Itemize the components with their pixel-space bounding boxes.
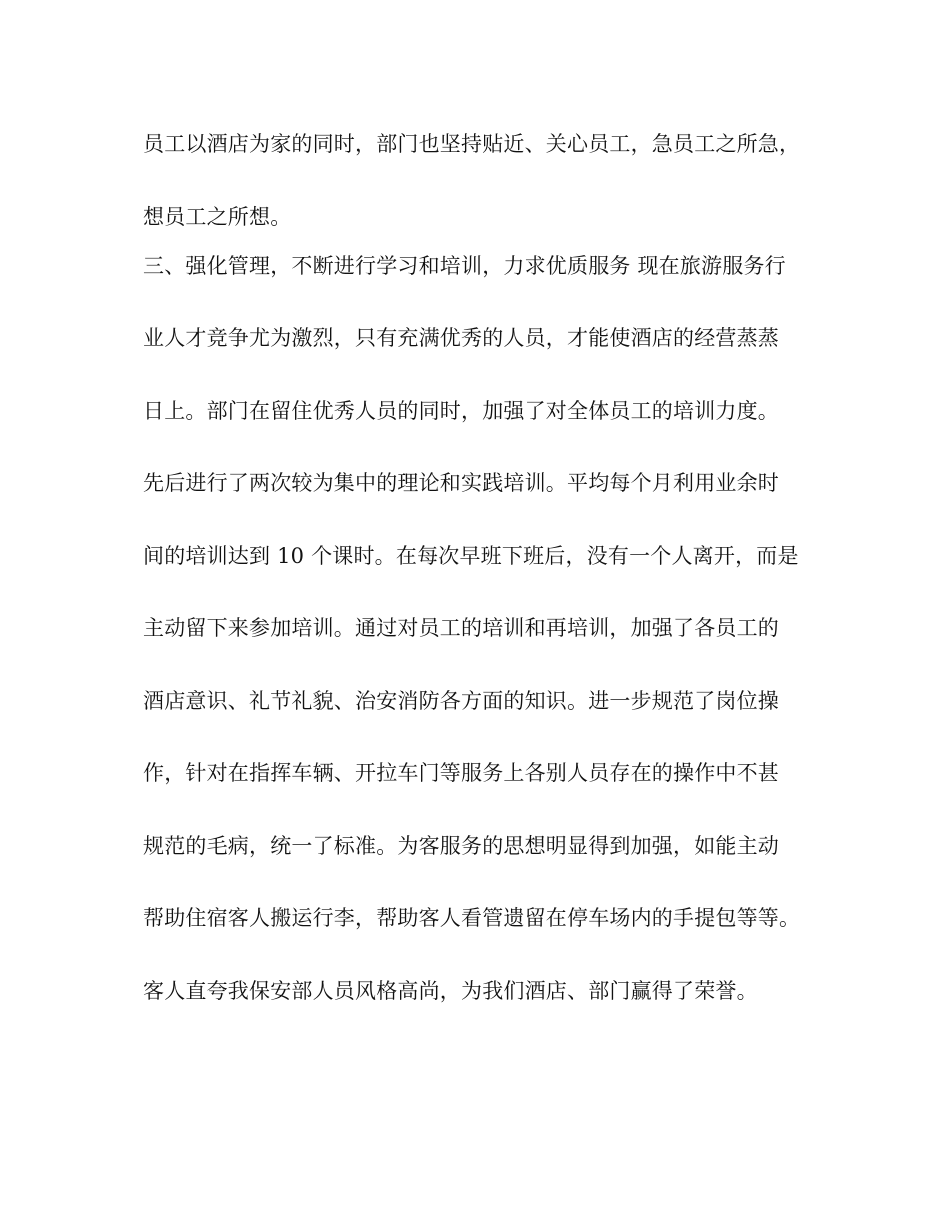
text-line: 先后进行了两次较为集中的理论和实践培训。平均每个月利用业余时 xyxy=(143,471,779,495)
text-line: 日上。部门在留住优秀人员的同时，加强了对全体员工的培训力度。 xyxy=(143,398,779,423)
text-line: 规范的毛病，统一了标准。为客服务的思想明显得到加强，如能主动 xyxy=(143,833,779,858)
text-line: 间的培训达到 10 个课时。在每次早班下班后，没有一个人离开，而是 xyxy=(143,543,799,568)
text-line: 帮助住宿客人搬运行李，帮助客人看管遗留在停车场内的手提包等等。 xyxy=(143,906,801,930)
body-text xyxy=(143,122,843,1041)
text-line: 酒店意识、礼节礼貌、治安消防各方面的知识。进一步规范了岗位操 xyxy=(143,688,779,713)
text-line: 想员工之所想。 xyxy=(143,204,292,229)
text-line: 主动留下来参加培训。通过对员工的培训和再培训，加强了各员工的 xyxy=(143,616,779,640)
section-heading-line: 三、强化管理，不断进行学习和培训，力求优质服务 现在旅游服务行 xyxy=(143,253,786,278)
text-line: 客人直夸我保安部人员风格高尚，为我们酒店、部门赢得了荣誉。 xyxy=(143,978,758,1003)
text-line: 作，针对在指挥车辆、开拉车门等服务上各别人员存在的操作中不甚 xyxy=(143,761,779,785)
text-line: 业人才竞争尤为激烈，只有充满优秀的人员，才能使酒店的经营蒸蒸 xyxy=(143,326,779,350)
text-line: 员工以酒店为家的同时，部门也坚持贴近、关心员工，急员工之所急， xyxy=(143,132,801,156)
